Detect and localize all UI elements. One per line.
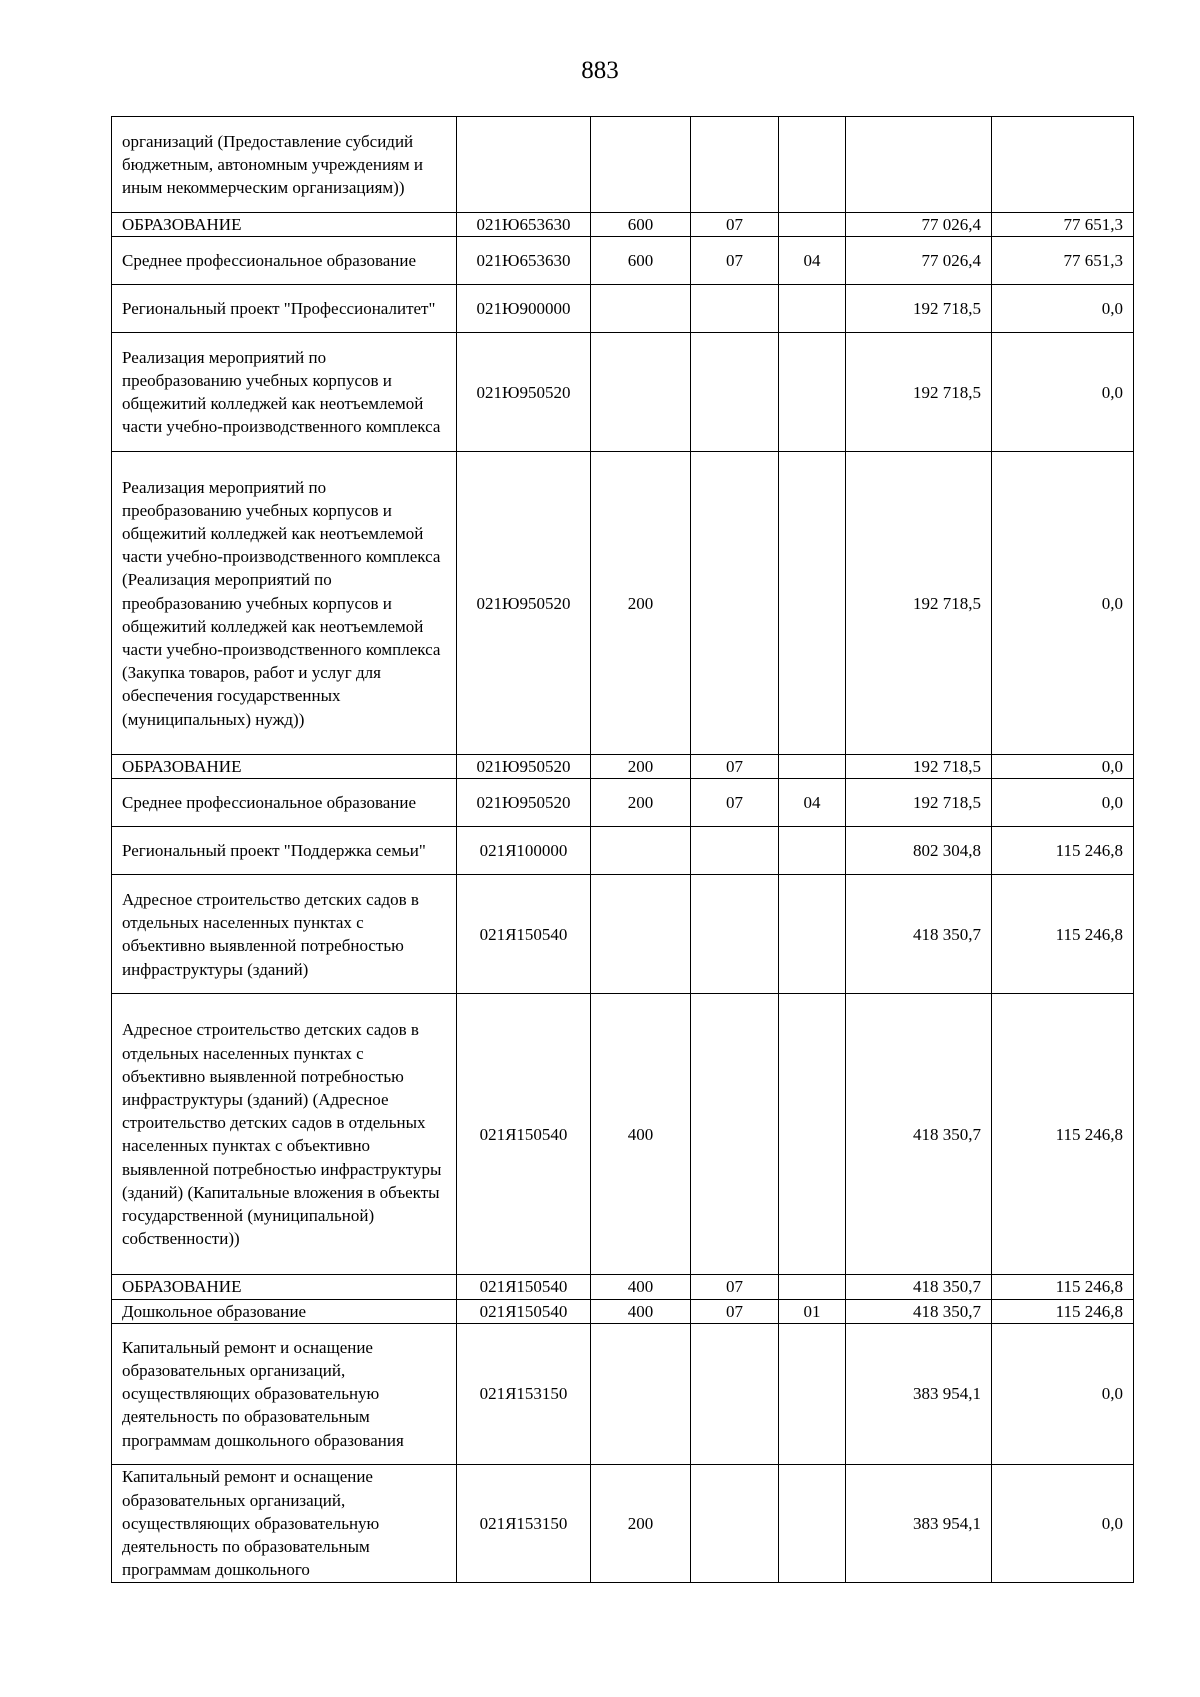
row-target-article: 021Ю653630 (457, 213, 591, 237)
row-name: организаций (Предоставление субсидий бюджетным, автономным учреждениям и иным некоммерческим организациям)) (112, 117, 457, 213)
row-name: Региональный проект "Поддержка семьи" (112, 827, 457, 875)
table-row (112, 1275, 1134, 1299)
row-subsection (779, 875, 846, 994)
row-name: Капитальный ремонт и оснащение образовательных организаций, осуществляющих образовательную деятельность по образовательным программам дошкольного (112, 1464, 457, 1582)
row-target-article: 021Я150540 (457, 1275, 591, 1299)
row-amount-1: 418 350,7 (846, 994, 992, 1275)
row-amount-1: 383 954,1 (846, 1323, 992, 1464)
row-expense-type: 400 (591, 1275, 691, 1299)
row-subsection (779, 333, 846, 452)
row-name: Среднее профессиональное образование (112, 779, 457, 827)
row-expense-type (591, 333, 691, 452)
row-name: Капитальный ремонт и оснащение образовательных организаций, осуществляющих образовательную деятельность по образовательным программам дошкольного образования (112, 1323, 457, 1464)
row-amount-2: 0,0 (992, 1464, 1134, 1582)
table-row (112, 117, 1134, 213)
row-amount-2: 115 246,8 (992, 1275, 1134, 1299)
row-amount-2: 0,0 (992, 333, 1134, 452)
row-target-article: 021Я150540 (457, 875, 591, 994)
table-row (112, 827, 1134, 875)
row-section (691, 827, 779, 875)
row-target-article: 021Я153150 (457, 1323, 591, 1464)
row-target-article: 021Я150540 (457, 1299, 591, 1323)
row-subsection (779, 994, 846, 1275)
row-amount-2: 0,0 (992, 1323, 1134, 1464)
row-subsection (779, 285, 846, 333)
row-section (691, 1464, 779, 1582)
row-subsection (779, 452, 846, 755)
row-name: Адресное строительство детских садов в отдельных населенных пунктах с объективно выявленной потребностью инфраструктуры (зданий) (112, 875, 457, 994)
row-section (691, 875, 779, 994)
row-section: 07 (691, 213, 779, 237)
row-section (691, 333, 779, 452)
row-subsection (779, 755, 846, 779)
row-amount-1: 77 026,4 (846, 237, 992, 285)
row-expense-type: 200 (591, 452, 691, 755)
row-target-article: 021Я150540 (457, 994, 591, 1275)
row-amount-2: 115 246,8 (992, 994, 1134, 1275)
row-section: 07 (691, 1299, 779, 1323)
row-amount-2 (992, 117, 1134, 213)
table-row (112, 285, 1134, 333)
row-subsection (779, 827, 846, 875)
row-amount-2: 0,0 (992, 452, 1134, 755)
row-amount-1 (846, 117, 992, 213)
table-row (112, 213, 1134, 237)
row-section: 07 (691, 755, 779, 779)
row-name: Региональный проект "Профессионалитет" (112, 285, 457, 333)
budget-table (111, 116, 1134, 1583)
row-name: ОБРАЗОВАНИЕ (112, 1275, 457, 1299)
table-row (112, 452, 1134, 755)
table-row (112, 1464, 1134, 1582)
table-row (112, 1299, 1134, 1323)
row-expense-type: 400 (591, 1299, 691, 1323)
row-amount-2: 77 651,3 (992, 213, 1134, 237)
row-subsection (779, 117, 846, 213)
row-section: 07 (691, 1275, 779, 1299)
row-subsection: 01 (779, 1299, 846, 1323)
table-body (112, 117, 1134, 1583)
row-target-article: 021Я100000 (457, 827, 591, 875)
row-section: 07 (691, 779, 779, 827)
row-amount-1: 192 718,5 (846, 452, 992, 755)
row-expense-type: 200 (591, 755, 691, 779)
row-amount-2: 0,0 (992, 285, 1134, 333)
row-expense-type: 400 (591, 994, 691, 1275)
row-amount-2: 0,0 (992, 779, 1134, 827)
row-amount-1: 77 026,4 (846, 213, 992, 237)
row-section (691, 117, 779, 213)
table-row (112, 755, 1134, 779)
row-name: Реализация мероприятий по преобразованию учебных корпусов и общежитий колледжей как неотъемлемой части учебно-производственного комплекса (Реализация мероприятий по преобразованию учебных корпусов и общежитий колледжей как неотъемлемой части учебно-производственного комплекса (Закупка товаров, работ и услуг для обеспечения государственных (муниципальных) нужд)) (112, 452, 457, 755)
row-name: Адресное строительство детских садов в отдельных населенных пунктах с объективно выявленной потребностью инфраструктуры (зданий) (Адресное строительство детских садов в отдельных населенных пунктах с объективно выявленной потребностью инфраструктуры (зданий) (Капитальные вложения в объекты государственной (муниципальной) собственности)) (112, 994, 457, 1275)
row-expense-type (591, 117, 691, 213)
row-expense-type (591, 285, 691, 333)
row-name: ОБРАЗОВАНИЕ (112, 755, 457, 779)
row-subsection (779, 213, 846, 237)
row-amount-2: 0,0 (992, 755, 1134, 779)
row-expense-type: 200 (591, 1464, 691, 1582)
table-row (112, 779, 1134, 827)
table-row (112, 875, 1134, 994)
row-subsection (779, 1323, 846, 1464)
row-section (691, 994, 779, 1275)
row-name: Среднее профессиональное образование (112, 237, 457, 285)
table-row (112, 994, 1134, 1275)
row-amount-1: 802 304,8 (846, 827, 992, 875)
table-row (112, 237, 1134, 285)
row-target-article (457, 117, 591, 213)
row-amount-1: 383 954,1 (846, 1464, 992, 1582)
row-section (691, 1323, 779, 1464)
row-name: Реализация мероприятий по преобразованию учебных корпусов и общежитий колледжей как неотъемлемой части учебно-производственного комплекса (112, 333, 457, 452)
row-expense-type: 200 (591, 779, 691, 827)
page-number: 883 (581, 57, 619, 84)
row-amount-1: 418 350,7 (846, 1275, 992, 1299)
row-expense-type (591, 827, 691, 875)
row-section: 07 (691, 237, 779, 285)
row-amount-1: 418 350,7 (846, 1299, 992, 1323)
row-amount-1: 192 718,5 (846, 755, 992, 779)
row-subsection: 04 (779, 237, 846, 285)
row-subsection (779, 1464, 846, 1582)
row-subsection: 04 (779, 779, 846, 827)
row-target-article: 021Ю950520 (457, 333, 591, 452)
row-amount-1: 192 718,5 (846, 285, 992, 333)
row-expense-type (591, 1323, 691, 1464)
row-target-article: 021Ю950520 (457, 779, 591, 827)
row-amount-1: 192 718,5 (846, 779, 992, 827)
row-amount-1: 192 718,5 (846, 333, 992, 452)
row-target-article: 021Ю653630 (457, 237, 591, 285)
row-amount-1: 418 350,7 (846, 875, 992, 994)
row-amount-2: 115 246,8 (992, 827, 1134, 875)
table-row (112, 333, 1134, 452)
row-section (691, 285, 779, 333)
row-subsection (779, 1275, 846, 1299)
table-row (112, 1323, 1134, 1464)
row-target-article: 021Я153150 (457, 1464, 591, 1582)
row-target-article: 021Ю950520 (457, 452, 591, 755)
row-target-article: 021Ю900000 (457, 285, 591, 333)
row-target-article: 021Ю950520 (457, 755, 591, 779)
row-section (691, 452, 779, 755)
row-expense-type (591, 875, 691, 994)
row-name: ОБРАЗОВАНИЕ (112, 213, 457, 237)
row-amount-2: 115 246,8 (992, 875, 1134, 994)
row-expense-type: 600 (591, 237, 691, 285)
row-expense-type: 600 (591, 213, 691, 237)
row-amount-2: 77 651,3 (992, 237, 1134, 285)
row-amount-2: 115 246,8 (992, 1299, 1134, 1323)
row-name: Дошкольное образование (112, 1299, 457, 1323)
